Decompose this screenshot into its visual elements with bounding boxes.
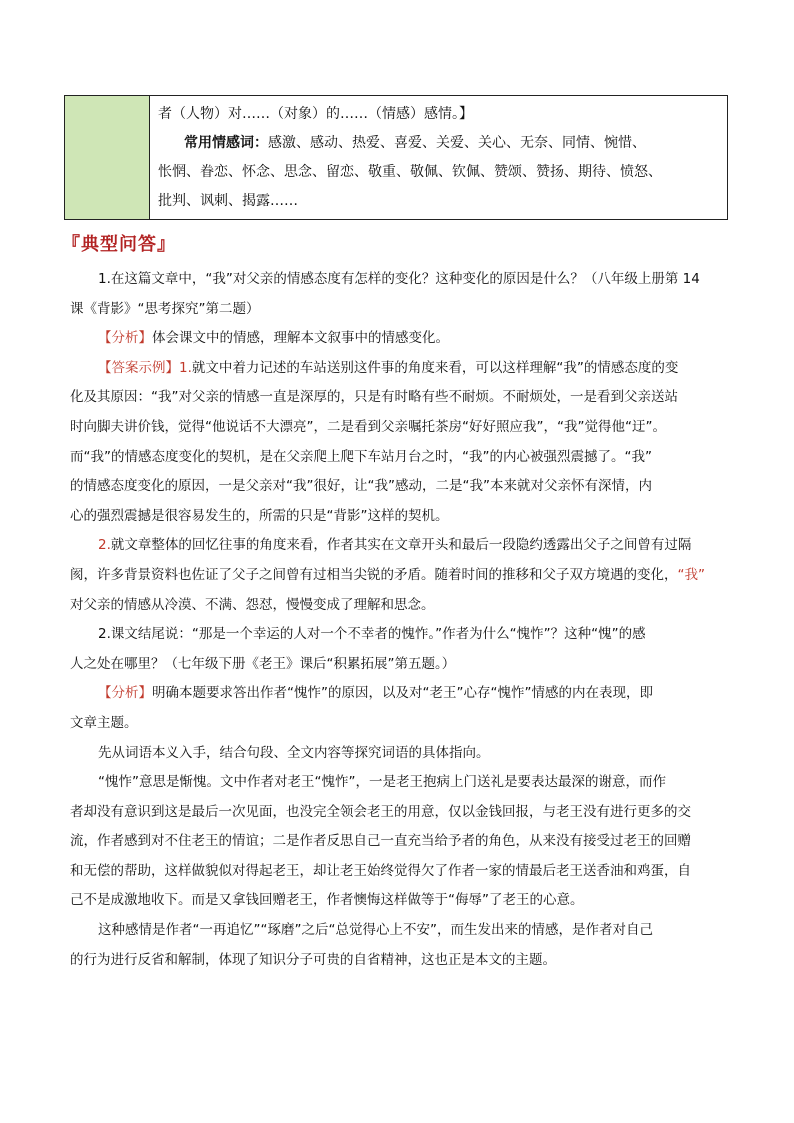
emotion-words-2: 怅惘、眷恋、怀念、思念、留恋、敬重、敬佩、钦佩、赞颂、赞扬、期待、愤怒、: [158, 164, 662, 180]
answer-tag: 【答案示例】: [98, 359, 179, 376]
template-line: 者（人物）对……（对象）的……（情感）感情。】: [158, 106, 473, 122]
emotion-words-1: 感激、感动、热爱、喜爱、关爱、关心、无奈、同情、惋惜、: [268, 135, 646, 151]
a1-line1: 就文中着力记述的车站送别这件事的角度来看，可以这样理解“我”的情感态度的变: [191, 359, 679, 376]
q2-p2-l2: 者却没有意识到这是最后一次见面，也没完全领会老王的用意，仅以金钱回报，与老王没有进行更多的交: [70, 803, 691, 820]
q2-p2-l5: 己不是成激地收下。而是又拿钱回赠老王，作者懊悔这样做等于“侮辱”了老王的心意。: [70, 892, 584, 909]
q2-p2-l4: 和无偿的帮助，这样做貌似对得起老王，却让老王始终觉得欠了作者一家的情最后老王送香油和鸡蛋，自: [70, 862, 691, 879]
answer-num-1: 1.: [179, 359, 192, 376]
emotion-words-line: [158, 129, 721, 158]
a1-line5: 的情感态度变化的原因，一是父亲对“我”很好，让“我”感动，二是“我”本来就对父亲怀有深情，内: [70, 478, 652, 495]
a2-line1-wrap: [70, 531, 740, 561]
section-title: 『典型问答』: [62, 234, 176, 255]
answer-num-2: 2.: [98, 537, 111, 554]
q1-answer-line1: [70, 354, 740, 384]
table-label-cell: [65, 96, 150, 219]
q2-p1: 先从词语本义入手，结合句段、全文内容等探究词语的具体指向。: [98, 744, 490, 761]
q1-analysis: [70, 324, 740, 354]
a2-line3: 对父亲的情感从冷漠、不满、怨怼，慢慢变成了理解和思念。: [70, 596, 435, 613]
q2-analysis-l2: 文章主题。: [70, 714, 138, 731]
q2-line2: 人之处在哪里？（七年级下册《老王》课后“积累拓展”第五题。）: [70, 655, 456, 672]
a2-line1: 就文章整体的回忆往事的角度来看，作者其实在文章开头和最后一段隐约透露出父子之间曾有过隔: [110, 537, 692, 554]
q1-line2: 课《背影》“思考探究”第二题）: [70, 300, 260, 317]
a2-line2: 阂，许多背景资料也佐证了父子之间曾有过相当尖锐的矛盾。随着时间的推移和父子双方境遇的变化，: [70, 566, 678, 583]
q2-analysis: [70, 679, 740, 709]
a1-line6: 心的强烈震撼是很容易发生的，所需的只是“背影”这样的契机。: [70, 507, 449, 524]
q1-line1: 1.在这篇文章中，“我”对父亲的情感态度有怎样的变化？这种变化的原因是什么？（八年级上册第 14: [98, 271, 700, 287]
table-content-cell: [150, 96, 727, 219]
q2-p2-l1: “愧怍”意思是惭愧。文中作者对老王“愧怍”，一是老王抱病上门送礼是要表达最深的谢意，而作: [98, 774, 666, 791]
emotion-words-table: [64, 95, 728, 220]
a1-line2: 化及其原因：“我”对父亲的情感一直是深厚的，只是有时略有些不耐烦。不耐烦处，一是看到父亲送站: [70, 389, 678, 406]
emotion-words-3: 批判、讽刺、揭露……: [158, 193, 298, 209]
q2-analysis-l1: 明确本题要求答出作者“愧怍”的原因，以及对“老王”心存“愧怍”情感的内在表现，即: [152, 685, 653, 702]
q2-p2-l3: 流，作者感到对不住老王的情谊；二是作者反思自己一直充当给予者的角色，从来没有接受过老王的回赠: [70, 833, 691, 850]
qa-content: [70, 265, 740, 975]
q2-line1: 2.课文结尾说：“那是一个幸运的人对一个不幸者的愧怍。”作者为什么“愧怍”？这种“愧”的感: [98, 626, 646, 643]
a2-line2-wrap: [70, 561, 740, 591]
a1-line3: 时向脚夫讲价钱，觉得“他说话不大漂亮”，二是看到父亲嘱托茶房“好好照应我”，“我”觉得他“迂”。: [70, 418, 666, 435]
analysis-tag: 【分析】: [98, 330, 152, 347]
emotion-words-label: 常用情感词：: [184, 135, 268, 151]
q2-p3-l2: 的行为进行反省和解制，体现了知识分子可贵的自省精神，这也正是本文的主题。: [70, 951, 556, 968]
a2-line2-red: “我”: [677, 566, 705, 583]
a1-line4: 而“我”的情感态度变化的契机，是在父亲爬上爬下车站月台之时，“我”的内心被强烈震撼了。“我”: [70, 448, 652, 465]
q2-p3-l1: 这种感情是作者“一再追忆”“琢磨”之后“总觉得心上不安”，而生发出来的情感，是作者对自己: [98, 922, 653, 939]
analysis-tag-2: 【分析】: [98, 685, 152, 702]
q1-analysis-text: 体会课文中的情感，理解本文叙事中的情感变化。: [152, 330, 449, 347]
